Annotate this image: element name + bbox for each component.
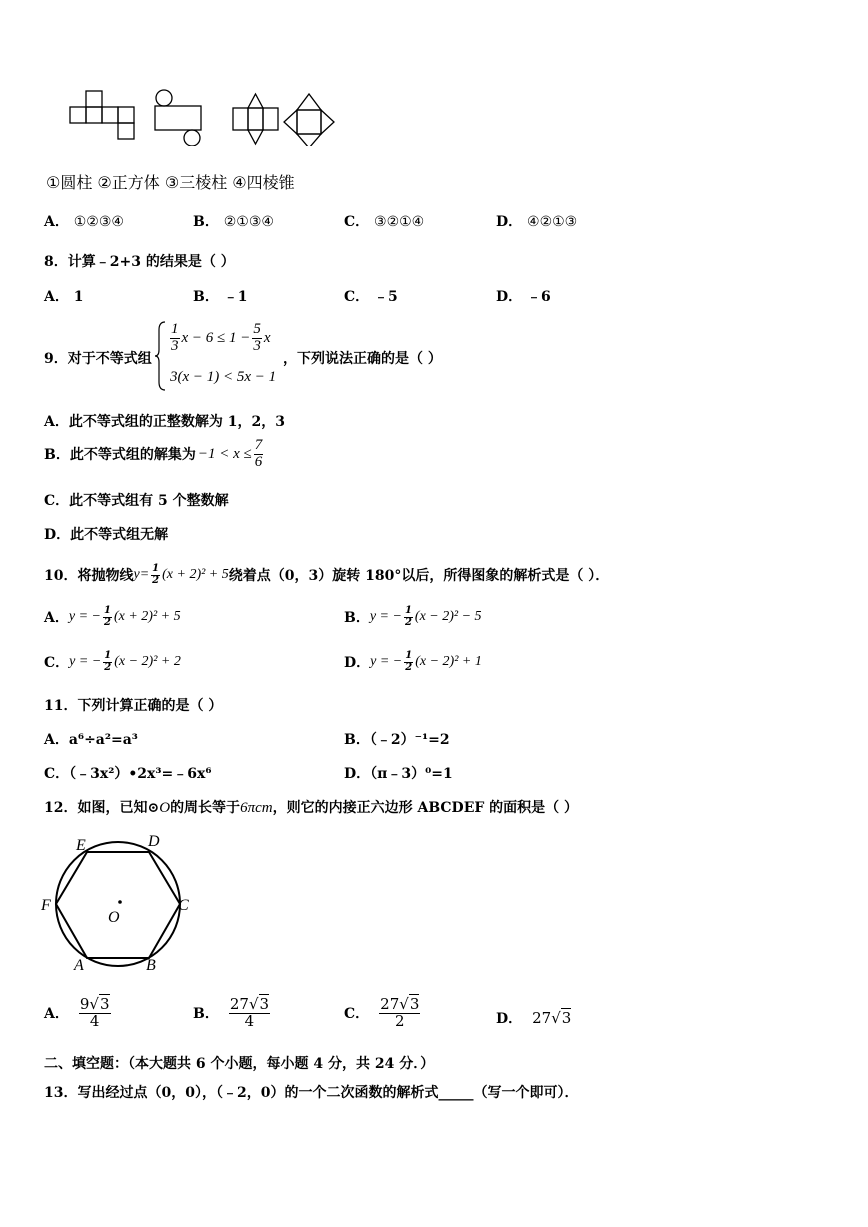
q9-stem-prefix: 9．对于不等式组 [44, 351, 152, 367]
q12-option-a[interactable]: A． $\frac{9√3}{4}$ [44, 995, 110, 1030]
q7-option-c[interactable]: C． ③②①④ [344, 214, 425, 230]
q9-inequality-1: $\frac{1}{3}$ x − 6 ≤ 1 − $\frac{5}{3}$ x [171, 321, 271, 354]
q12-option-c[interactable]: C． $\frac{27√3}{2}$ [344, 995, 420, 1030]
label-c: C [178, 897, 189, 914]
q7-option-a[interactable]: A． ①②③④ [44, 214, 124, 230]
q8-stem: 8．计算﹣2+3 的结果是（ ） [44, 254, 235, 270]
geometry-nets-figure [60, 86, 350, 146]
q12-stem: 12．如图，已知⊙O的周长等于6πcm，则它的内接正六边形 ABCDEF 的面积是（ ） [44, 800, 579, 816]
label-d: D [148, 833, 160, 850]
q11-stem: 11．下列计算正确的是（ ） [44, 698, 223, 714]
q8-option-d[interactable]: D． ﹣6 [496, 289, 551, 305]
q8-option-a[interactable]: A． 1 [44, 289, 84, 305]
q10-stem: 10．将抛物线 y= $\frac{1}{2}$ (x + 2)² + 5 绕着点（0，3）旋转 180°以后，所得图象的解析式是（ ）． [44, 563, 610, 586]
label-e: E [76, 837, 86, 854]
q10-option-a[interactable]: A． y = − $\frac{1}{2}$ (x + 2)² + 5 [44, 605, 181, 628]
q9-brace [153, 320, 167, 392]
q11-option-a[interactable]: A．a⁶÷a²=a³ [44, 732, 138, 748]
q11-option-b[interactable]: B．（﹣2）⁻¹=2 [344, 732, 450, 748]
q13-stem: 13．写出经过点（0，0），（﹣2，0）的一个二次函数的解析式_____（写一个即可）． [44, 1085, 579, 1101]
label-a: A [74, 957, 84, 974]
q8-option-b[interactable]: B． ﹣1 [193, 289, 248, 305]
hexagon-circle-figure [38, 828, 198, 976]
label-f: F [41, 897, 51, 914]
q10-option-b[interactable]: B． y = − $\frac{1}{2}$ (x − 2)² − 5 [344, 605, 482, 628]
q12-option-d[interactable]: D． 27√3 [496, 1009, 572, 1027]
label-b: B [146, 957, 156, 974]
q10-option-c[interactable]: C． y = − $\frac{1}{2}$ (x − 2)² + 2 [44, 650, 181, 673]
q12-option-b[interactable]: B． $\frac{27√3}{4}$ [193, 995, 270, 1030]
q9-option-c[interactable]: C．此不等式组有 5 个整数解 [44, 493, 229, 509]
q11-option-d[interactable]: D．（π﹣3）⁰=1 [344, 766, 453, 782]
q9-option-a[interactable]: A．此不等式组的正整数解为 1，2，3 [44, 414, 285, 430]
q9-option-b[interactable]: B．此不等式组的解集为 −1 < x ≤ $\frac{7}{6}$ [44, 437, 263, 470]
q9-stem-suffix: ，下列说法正确的是（ ） [283, 351, 442, 367]
label-o: O [108, 909, 120, 926]
q7-shape-labels: ①圆柱 ②正方体 ③三棱柱 ④四棱锥 [46, 173, 295, 192]
q10-option-d[interactable]: D． y = − $\frac{1}{2}$ (x − 2)² + 1 [344, 650, 482, 673]
q11-option-c[interactable]: C．（﹣3x²）•2x³=﹣6x⁶ [44, 766, 212, 782]
section-2-heading: 二、填空题：（本大题共 6 个小题，每小题 4 分，共 24 分．） [44, 1056, 435, 1072]
q7-option-b[interactable]: B． ②①③④ [193, 214, 274, 230]
q9-inequality-2: 3(x − 1) < 5x − 1 [170, 369, 277, 385]
q8-option-c[interactable]: C． ﹣5 [344, 289, 398, 305]
q9-option-d[interactable]: D．此不等式组无解 [44, 527, 169, 543]
q7-option-d[interactable]: D． ④②①③ [496, 214, 578, 230]
